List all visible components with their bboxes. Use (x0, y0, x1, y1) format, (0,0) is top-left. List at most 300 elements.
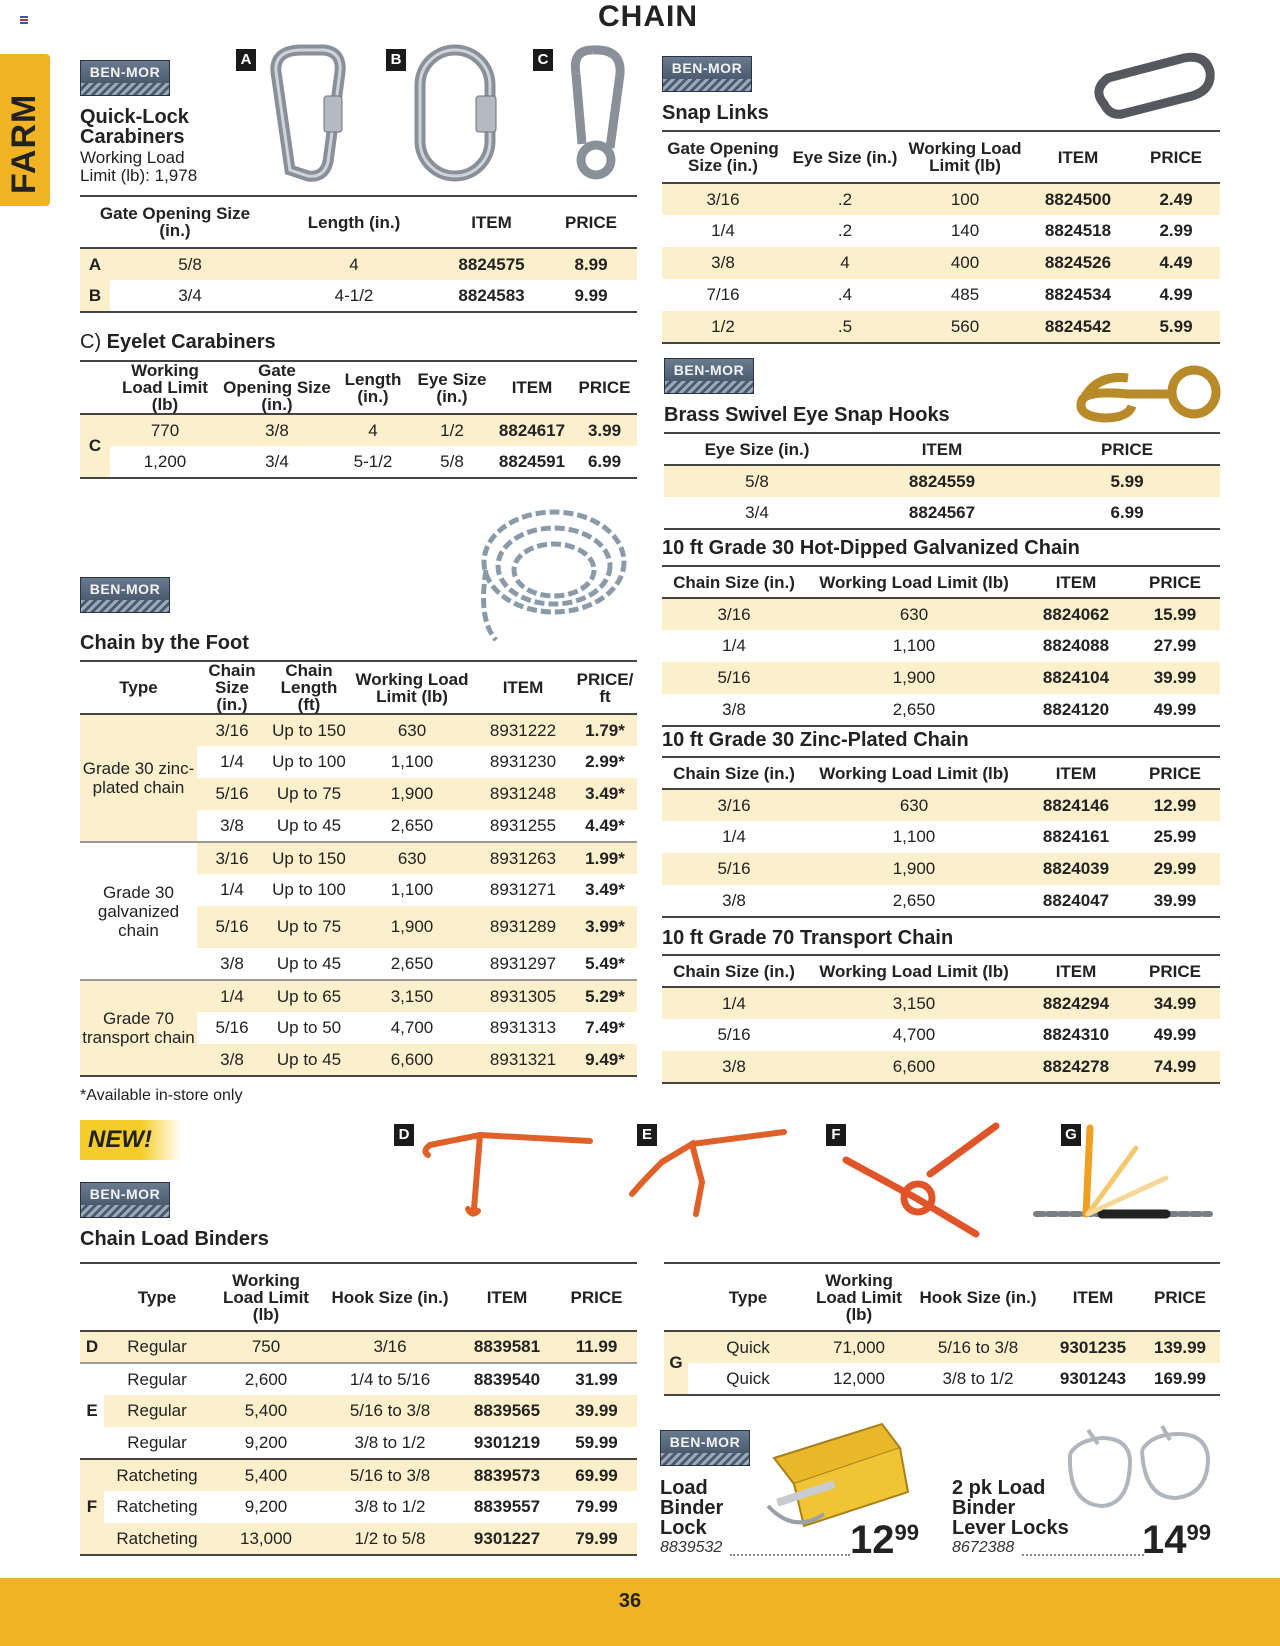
col-header: PRICE (565, 212, 617, 232)
length-cell: 4 (334, 414, 412, 446)
item-cell: 8839557 (473, 1497, 541, 1516)
row-key: D (80, 1331, 104, 1363)
wll-cell: 12,000 (833, 1368, 885, 1388)
binder-f-image (826, 1118, 1006, 1248)
price-cell: 49.99 (1153, 1025, 1197, 1044)
col-header: ITEM (1055, 763, 1097, 783)
eye-cell: 4 (784, 247, 906, 279)
hook-cell: 3/8 to 1/2 (942, 1368, 1014, 1388)
eye-cell: 1/2 (412, 414, 492, 446)
col-header: ITEM (1072, 1287, 1114, 1307)
section-tab (0, 54, 50, 206)
type-cell: Regular (127, 1432, 187, 1452)
item-cell: 8931255 (489, 815, 557, 835)
wll-cell: 485 (950, 285, 980, 304)
size-cell: 3/8 (197, 1044, 267, 1076)
col-header: Type (137, 1287, 177, 1307)
price-cell: 12.99 (1130, 789, 1220, 821)
price-cell: 2.99* (585, 752, 625, 771)
table-row (662, 1051, 1220, 1083)
type-cell: Regular (104, 1395, 210, 1427)
col-header: Gate Opening Size (in.) (667, 139, 779, 175)
table-row (80, 1395, 637, 1427)
item-cell: 8824617 (492, 414, 572, 446)
photo-label-d: D (394, 1124, 414, 1146)
item-cell: 8824542 (1024, 311, 1132, 343)
wll-cell: 9,200 (244, 1432, 288, 1452)
eye-cell: .2 (784, 183, 906, 215)
wll-cell: 1,900 (806, 662, 1022, 694)
wll-cell: 1,900 (351, 906, 473, 948)
size-cell: 3/16 (197, 842, 267, 874)
wll-cell: 2,650 (892, 699, 936, 719)
col-header: Working Load Limit (lb) (819, 572, 1009, 592)
price-cell: 4.49* (585, 815, 625, 835)
gate-cell: 1/2 (662, 311, 784, 343)
type-cell: Grade 30 galvanized chain (80, 842, 197, 980)
leader-dots (730, 1554, 850, 1556)
wll-cell: 1,100 (390, 752, 434, 771)
eye-cell: .5 (784, 311, 906, 343)
col-header: ITEM (471, 212, 512, 232)
table-row (662, 311, 1220, 343)
wll-cell: 4,700 (390, 1018, 434, 1037)
wll-cell: 4,700 (892, 1025, 936, 1044)
row-key: C (80, 414, 110, 478)
table-row (664, 1363, 1220, 1395)
size-cell: 1/4 (722, 636, 746, 655)
col-header: Eye Size (in.) (704, 439, 810, 459)
galv-title: 10 ft Grade 30 Hot-Dipped Galvanized Chain (662, 537, 1080, 559)
price-cell: 5.99 (1132, 311, 1220, 343)
price-cell: 6.99 (1110, 502, 1144, 522)
table-row (80, 446, 637, 478)
col-header: ITEM (511, 378, 553, 397)
price-cell: 27.99 (1153, 636, 1197, 655)
item-cell: 8824047 (1042, 890, 1110, 910)
quick-lock-subtitle: Working Load Limit (lb): 1,978 (80, 148, 198, 185)
snap-link-image (1088, 50, 1218, 120)
table-row (662, 694, 1220, 726)
eyelet-title: C) Eyelet Carabiners (80, 331, 276, 353)
size-cell: 3/8 (220, 815, 244, 835)
price-cell: 2.49 (1132, 183, 1220, 215)
item-cell: 8931263 (473, 842, 573, 874)
size-cell: 1/4 (220, 752, 244, 771)
photo-label-c: C (533, 49, 553, 71)
wll-cell: 140 (950, 221, 980, 240)
size-cell: 1/4 (197, 980, 267, 1012)
col-header: Working Load Limit (lb) (819, 961, 1009, 981)
wll-cell: 5,400 (210, 1395, 322, 1427)
col-header: Type (119, 678, 158, 697)
item-cell: 9301235 (1046, 1331, 1140, 1363)
item-cell: 8824278 (1022, 1051, 1130, 1083)
brass-title: Brass Swivel Eye Snap Hooks (664, 404, 950, 426)
hook-cell: 3/16 (322, 1331, 458, 1363)
col-header: Length (in.) (344, 369, 402, 406)
photo-label-e: E (637, 1124, 657, 1146)
wll-cell: 1,900 (806, 853, 1022, 885)
brand-logo: BEN-MOR (660, 1430, 750, 1466)
wll-cell: 2,650 (892, 890, 936, 910)
wll-cell: 400 (906, 247, 1024, 279)
chain-foot-title: Chain by the Foot (80, 632, 249, 654)
table-row (80, 1523, 637, 1555)
length-cell: 5-1/2 (353, 451, 393, 471)
promo-item-number: 8672388 (952, 1539, 1015, 1556)
price-cell: 5.99 (1034, 465, 1220, 497)
wll-cell: 13,000 (210, 1523, 322, 1555)
col-header: Chain Size (in.) (673, 961, 795, 981)
item-cell: 8824567 (908, 502, 976, 522)
price-cell: 79.99 (556, 1523, 637, 1555)
item-cell: 8824120 (1042, 699, 1110, 719)
price-cell: 6.99 (587, 451, 622, 471)
type-cell: Regular (104, 1331, 210, 1363)
item-cell: 8824526 (1024, 247, 1132, 279)
price-cell: 39.99 (556, 1395, 637, 1427)
gate-cell: 3/8 (220, 414, 334, 446)
wll-cell: 100 (906, 183, 1024, 215)
col-header: ITEM (1057, 147, 1099, 167)
price-cell: 2.99 (1159, 221, 1193, 240)
size-cell: 1/4 (662, 987, 806, 1019)
gate-cell: 3/4 (178, 285, 202, 305)
quick-lock-title: Quick-Lock Carabiners (80, 106, 189, 148)
photo-label-f: F (826, 1124, 846, 1146)
table-row (80, 980, 637, 1012)
size-cell: 3/8 (722, 890, 746, 910)
col-header: PRICE (570, 1287, 623, 1307)
item-cell: 8931230 (489, 752, 557, 771)
promo-item-number: 8839532 (660, 1539, 723, 1556)
item-cell: 8824146 (1022, 789, 1130, 821)
table-row (80, 248, 637, 280)
table-row (80, 1331, 637, 1363)
table-row (80, 842, 637, 874)
table-row (80, 1363, 637, 1395)
price-cell: 9.99 (574, 285, 608, 305)
row-key: A (80, 248, 110, 280)
galv-table (662, 565, 1220, 727)
gate-cell: 1/4 (711, 221, 735, 240)
type-cell: Ratcheting (104, 1523, 210, 1555)
wll-cell: 9,200 (244, 1497, 288, 1516)
wll-cell: 6,600 (351, 1044, 473, 1076)
price-cell: 139.99 (1140, 1331, 1220, 1363)
item-cell: 8824559 (850, 465, 1034, 497)
col-header: PRICE (1149, 961, 1201, 981)
length-cell: Up to 75 (267, 778, 351, 810)
wll-cell: 3,150 (351, 980, 473, 1012)
price-cell: 4.99 (1159, 285, 1193, 304)
price-cell: 59.99 (575, 1432, 618, 1452)
zinc-table (662, 756, 1220, 918)
eye-cell: .2 (837, 221, 853, 240)
wll-cell: 1,100 (892, 636, 936, 655)
item-cell: 8931321 (473, 1044, 573, 1076)
item-cell: 9301227 (458, 1523, 556, 1555)
price-cell: 3.99* (573, 906, 637, 948)
table-row (662, 789, 1220, 821)
item-cell: 8839581 (458, 1331, 556, 1363)
item-cell: 8931305 (473, 980, 573, 1012)
col-header: Chain Size (in.) (208, 661, 256, 714)
price-cell: 79.99 (575, 1497, 618, 1516)
wll-cell: 770 (110, 414, 220, 446)
size-cell: 5/16 (197, 906, 267, 948)
col-header: ITEM (1055, 572, 1097, 592)
wll-cell: 630 (806, 598, 1022, 630)
table-row (662, 885, 1220, 917)
snap-links-title: Snap Links (662, 102, 769, 124)
row-key: F (80, 1459, 104, 1555)
transport-table (662, 954, 1220, 1084)
item-cell: 8839540 (473, 1369, 541, 1389)
table-row (80, 1491, 637, 1523)
item-cell: 8824583 (458, 285, 525, 305)
item-cell: 8824500 (1024, 183, 1132, 215)
eye-cell: .4 (837, 285, 853, 304)
price-cell: 4.49 (1132, 247, 1220, 279)
brand-logo: BEN-MOR (664, 358, 754, 394)
carabiner-a-image (262, 42, 352, 184)
brand-logo: BEN-MOR (80, 60, 170, 96)
row-key: E (86, 1401, 98, 1420)
quick-lock-table (80, 195, 637, 313)
price-cell: 69.99 (556, 1459, 637, 1491)
snap-links-table (662, 130, 1220, 344)
section-tab-label: FARM (5, 93, 43, 194)
item-cell: 8824161 (1042, 827, 1110, 846)
item-cell: 8839565 (458, 1395, 556, 1427)
col-header: Chain Size (in.) (673, 572, 795, 592)
col-header: Working Load Limit (lb) (819, 763, 1009, 783)
col-header: Working Load Limit (lb) (122, 361, 208, 414)
hook-cell: 5/16 to 3/8 (322, 1459, 458, 1491)
col-header: Working Load Limit (lb) (223, 1270, 309, 1324)
lever-locks-image (1058, 1424, 1228, 1514)
item-cell: 8931248 (473, 778, 573, 810)
type-cell: Quick (726, 1368, 770, 1388)
price-cell: 3.49* (573, 778, 637, 810)
col-header: Gate Opening Size (in.) (99, 204, 251, 240)
item-cell: 8931297 (489, 953, 557, 973)
gate-cell: 3/4 (265, 451, 289, 471)
col-header: Working Load Limit (lb) (816, 1270, 902, 1324)
wll-cell: 2,600 (244, 1369, 288, 1389)
chain-coil-image (466, 500, 636, 645)
hook-cell: 5/16 to 3/8 (322, 1395, 458, 1427)
col-header: PRICE (1101, 439, 1153, 459)
eyelet-table (80, 360, 637, 479)
table-row (664, 465, 1220, 497)
price-cell: 1.99* (573, 842, 637, 874)
length-cell: Up to 100 (272, 880, 346, 899)
item-cell: 8824039 (1022, 853, 1130, 885)
table-row (80, 280, 637, 312)
hook-cell: 1/2 to 5/8 (322, 1523, 458, 1555)
price-cell: 74.99 (1130, 1051, 1220, 1083)
price-cell: 5.29* (573, 980, 637, 1012)
wll-cell: 3,150 (806, 987, 1022, 1019)
col-header: ITEM (921, 439, 963, 459)
table-row (664, 497, 1220, 529)
page-title: CHAIN (598, 0, 698, 33)
item-cell: 8824088 (1042, 636, 1110, 655)
binder-g-image (1026, 1118, 1220, 1228)
wll-cell: 2,650 (390, 953, 434, 973)
item-cell: 8824575 (438, 248, 545, 280)
col-header: PRICE (1150, 147, 1202, 167)
eye-cell: 5/8 (664, 465, 850, 497)
price-cell: 3.99 (572, 414, 637, 446)
length-cell: 4 (270, 248, 438, 280)
item-cell: 8824104 (1022, 662, 1130, 694)
eye-cell: 3/4 (745, 502, 769, 522)
table-row (80, 414, 637, 446)
brass-snap-hook-image (1068, 360, 1224, 428)
table-row (662, 662, 1220, 694)
size-cell: 1/4 (220, 880, 244, 899)
leader-dots (1022, 1554, 1144, 1556)
item-cell: 8824591 (498, 451, 566, 471)
wll-cell: 630 (806, 789, 1022, 821)
table-row (662, 247, 1220, 279)
hook-cell: 5/16 to 3/8 (910, 1331, 1046, 1363)
col-header: ITEM (486, 1287, 528, 1307)
col-header: Length (in.) (307, 212, 401, 232)
size-cell: 5/16 (717, 1025, 751, 1044)
price-cell: 15.99 (1130, 598, 1220, 630)
chain-foot-table (80, 660, 637, 1077)
promo-name: Load Binder Lock (660, 1477, 724, 1539)
length-cell: Up to 45 (276, 815, 342, 835)
wll-cell: 1,100 (390, 880, 434, 899)
wll-cell: 71,000 (808, 1331, 910, 1363)
promo-price: $14^{99}$ (1142, 1518, 1211, 1562)
binders-title: Chain Load Binders (80, 1228, 269, 1250)
item-cell: 8931222 (473, 714, 573, 746)
eye-cell: 5/8 (440, 451, 464, 471)
length-cell: Up to 100 (272, 752, 346, 771)
item-cell: 8824518 (1044, 221, 1112, 240)
wll-cell: 630 (351, 842, 473, 874)
col-header: Gate Opening Size (in.) (223, 361, 331, 414)
size-cell: 5/16 (662, 853, 806, 885)
wll-cell: 630 (351, 714, 473, 746)
table-row (662, 215, 1220, 247)
col-header: Chain Length (ft) (280, 661, 338, 714)
page-number: 36 (618, 1590, 642, 1612)
size-cell: 3/8 (220, 953, 244, 973)
col-header: ITEM (1055, 961, 1097, 981)
hook-cell: 3/8 to 1/2 (354, 1432, 426, 1452)
wll-cell: 750 (210, 1331, 322, 1363)
photo-label-a: A (236, 49, 256, 71)
col-header: Hook Size (in.) (919, 1287, 1037, 1307)
item-cell: 8824534 (1044, 285, 1112, 304)
price-cell: 7.49* (585, 1018, 625, 1037)
new-badge: NEW! (80, 1120, 182, 1160)
wll-cell: 560 (906, 311, 1024, 343)
price-cell: 5.49* (585, 953, 625, 973)
carabiner-c-image (562, 44, 632, 184)
length-cell: 4-1/2 (334, 285, 374, 305)
table-row (662, 183, 1220, 215)
table-row (662, 987, 1220, 1019)
col-header: Eye Size (in.) (417, 369, 487, 406)
item-cell: 8824310 (1042, 1025, 1110, 1044)
item-cell: 8824062 (1022, 598, 1130, 630)
col-header: Eye Size (in.) (792, 147, 898, 167)
price-cell: 39.99 (1130, 662, 1220, 694)
brass-table (664, 432, 1220, 530)
size-cell: 5/16 (215, 1018, 249, 1037)
type-cell: Ratcheting (116, 1497, 198, 1516)
table-row (662, 821, 1220, 853)
binders-table-left (80, 1262, 637, 1556)
size-cell: 3/16 (197, 714, 267, 746)
type-cell: Ratcheting (104, 1459, 210, 1491)
hook-cell: 1/4 to 5/16 (349, 1369, 431, 1389)
size-cell: 3/16 (662, 598, 806, 630)
col-header: ITEM (502, 678, 544, 697)
wll-cell: 1,100 (892, 827, 936, 846)
col-header: Working Load Limit (lb) (355, 669, 469, 706)
wll-cell: 2,650 (390, 815, 434, 835)
col-header: PRICE (1149, 572, 1201, 592)
price-cell: 8.99 (545, 248, 637, 280)
col-header: Working Load Limit (lb) (908, 139, 1022, 175)
col-header: Chain Size (in.) (673, 763, 795, 783)
binder-d-image (420, 1125, 600, 1220)
table-row (662, 630, 1220, 662)
length-cell: Up to 65 (267, 980, 351, 1012)
size-cell: 3/8 (662, 1051, 806, 1083)
price-cell: 29.99 (1130, 853, 1220, 885)
wll-cell: 5,400 (210, 1459, 322, 1491)
price-cell: 169.99 (1154, 1368, 1206, 1388)
gate-cell: 3/8 (662, 247, 784, 279)
size-cell: 3/16 (662, 789, 806, 821)
size-cell: 3/8 (722, 699, 746, 719)
col-header: Hook Size (in.) (331, 1287, 449, 1307)
type-cell: Quick (688, 1331, 808, 1363)
price-cell: 9.49* (573, 1044, 637, 1076)
row-key: B (80, 280, 110, 312)
table-row (80, 1459, 637, 1491)
photo-label-g: G (1061, 1124, 1081, 1146)
length-cell: Up to 50 (276, 1018, 342, 1037)
type-cell: Grade 70 transport chain (80, 980, 197, 1076)
length-cell: Up to 75 (267, 906, 351, 948)
table-row (80, 714, 637, 746)
footnote: *Available in-store only (80, 1087, 243, 1104)
table-row (80, 1427, 637, 1459)
size-cell: 1/4 (722, 827, 746, 846)
item-cell: 8931313 (489, 1018, 557, 1037)
item-cell: 8931289 (473, 906, 573, 948)
table-row (664, 1331, 1220, 1363)
col-header: Type (728, 1287, 768, 1307)
col-header: PRICE (1149, 763, 1201, 783)
table-row (662, 853, 1220, 885)
col-header: PRICE/ ft (576, 669, 634, 706)
table-row (662, 1019, 1220, 1051)
col-header: PRICE (1154, 1287, 1206, 1307)
